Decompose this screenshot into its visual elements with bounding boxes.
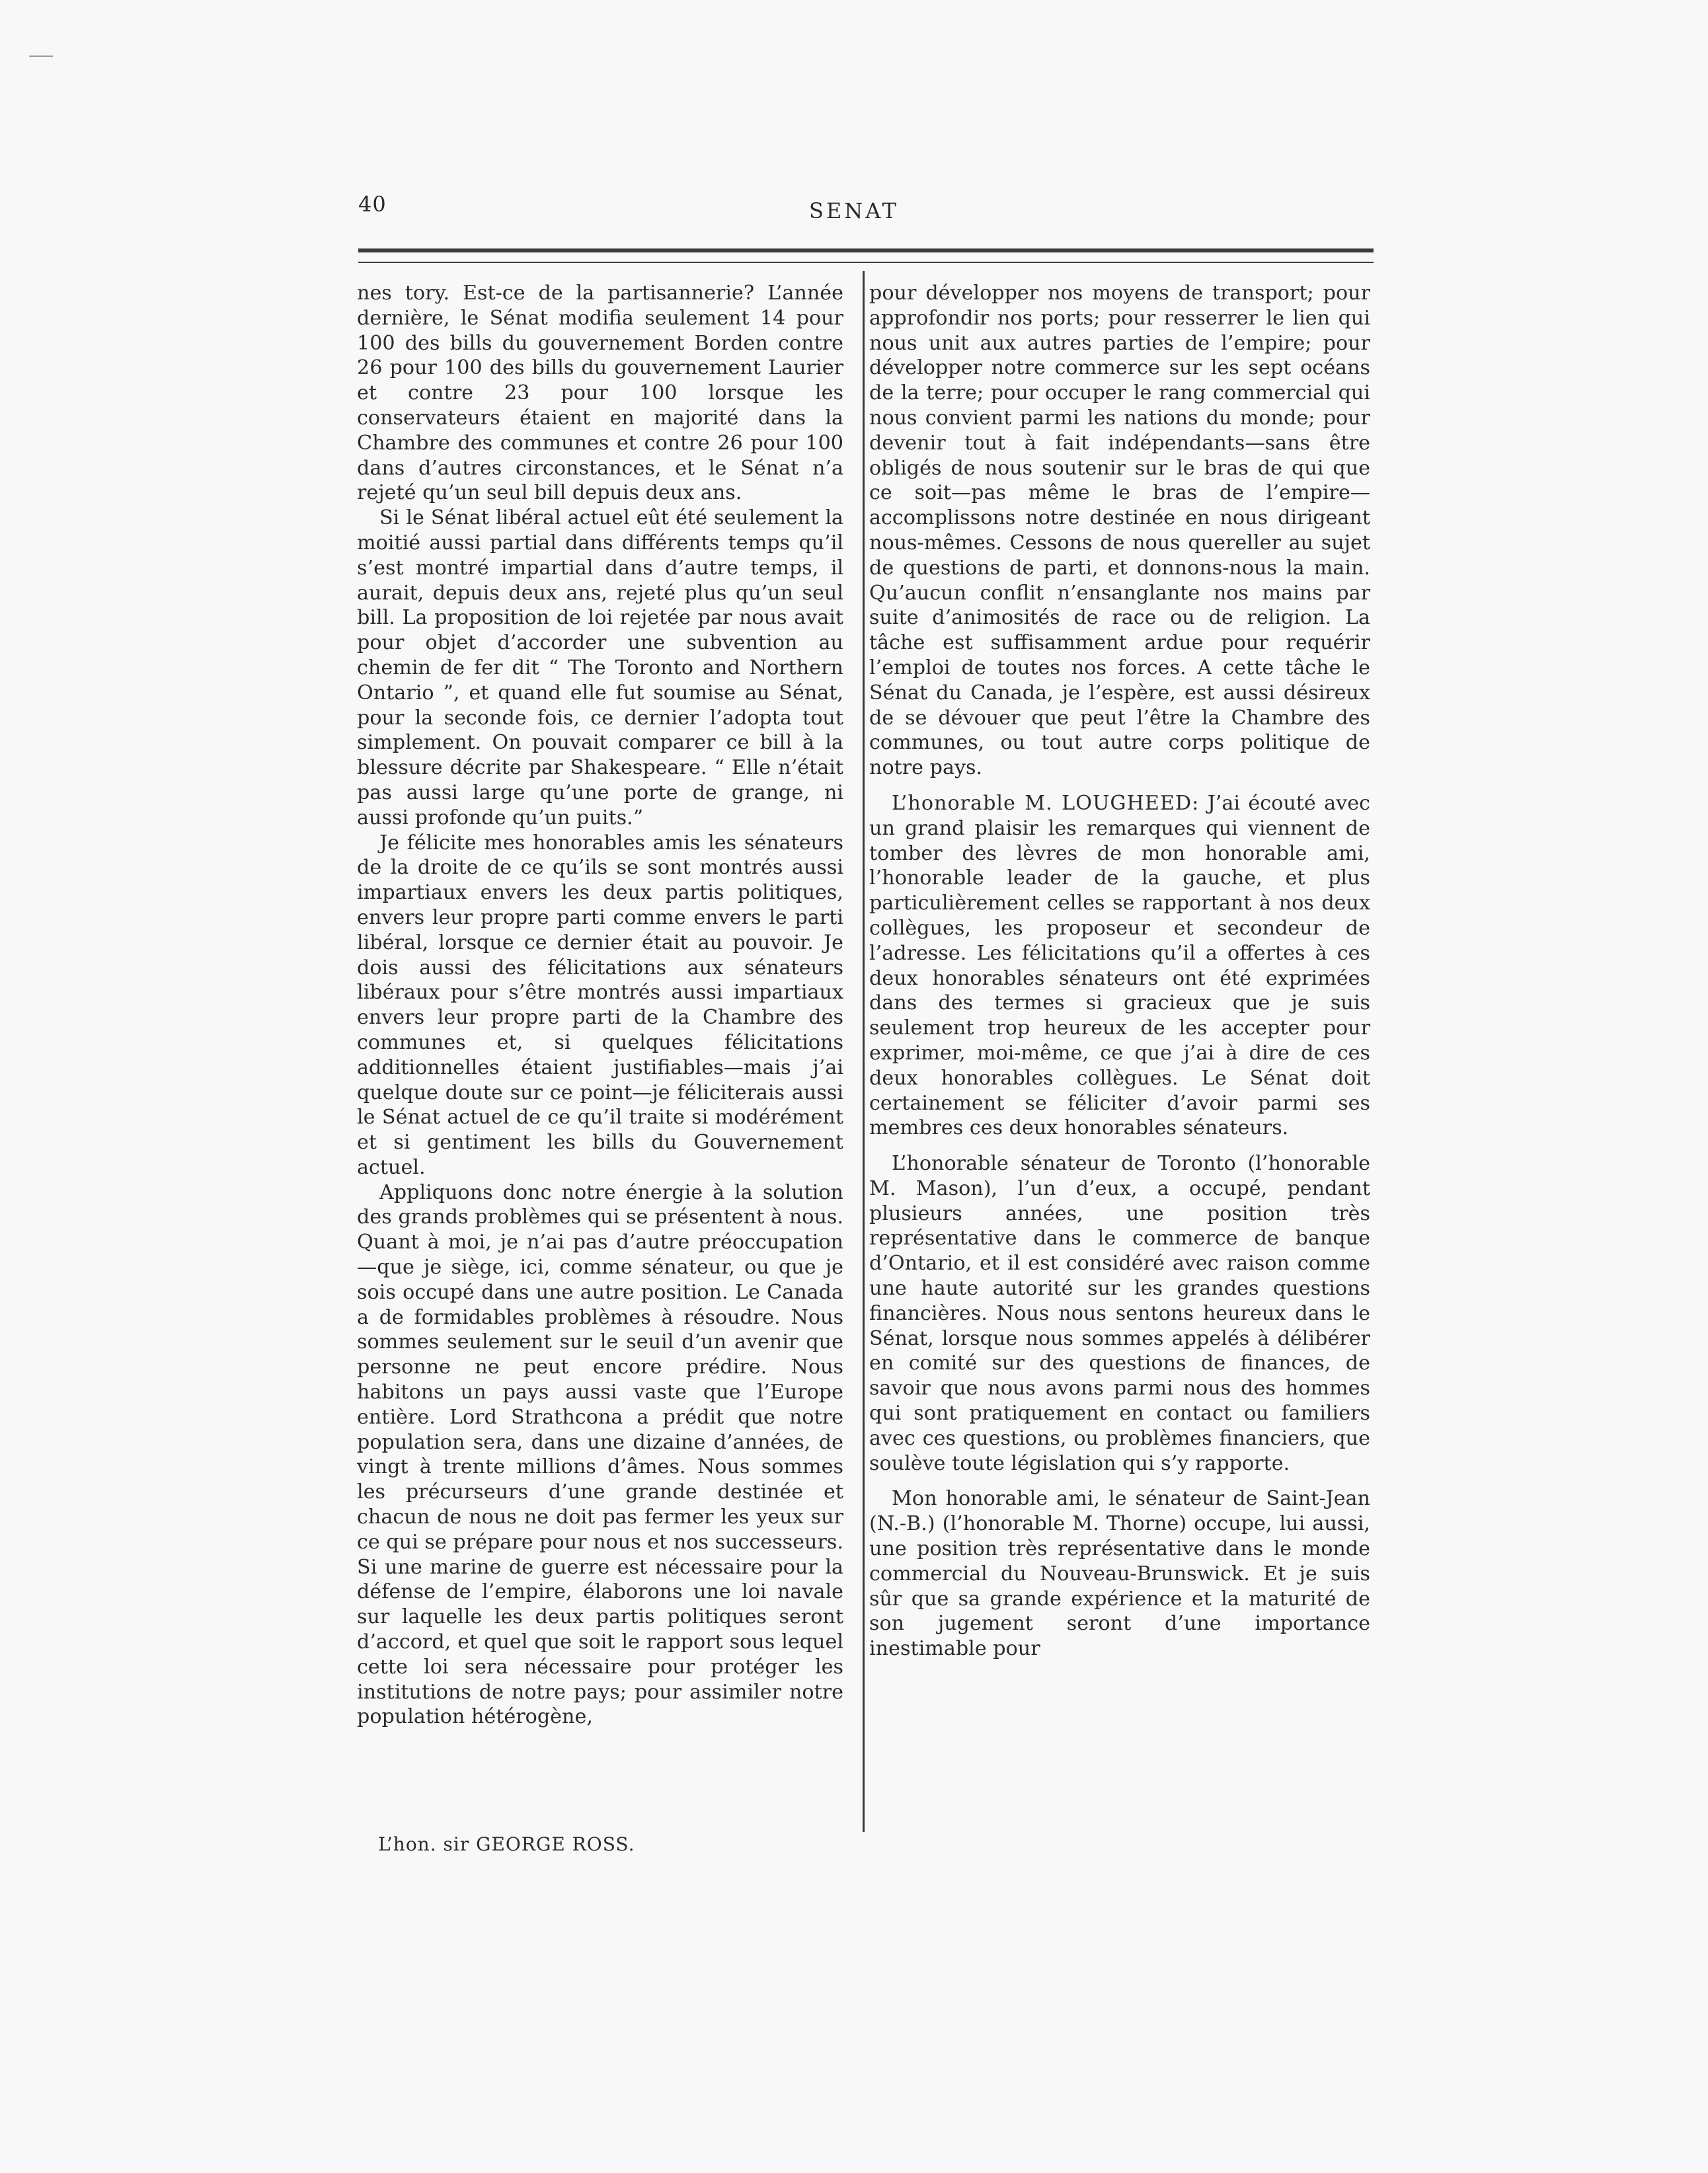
right-paragraph-3: L’honorable sénateur de Toronto (l’honorable M. Mason), l’un d’eux, a occupé, pendant plusieurs années, une position très représentative dans le commerce de banque d’Ontario, et il est considéré avec raison comme une haute autorité sur les grandes questions financières. Nous nous sentons heureux dans le Sénat, lorsque nous sommes appelés à délibérer en comité sur des questions de finances, de savoir que nous avons parmi nous des hommes qui sont pratiquement en contact ou familiers avec ces questions, ou problèmes financiers, que soulève toute législation qui s’y rapporte. [869,1152,1370,1475]
left-paragraph-2: Si le Sénat libéral actuel eût été seulement la moitié aussi partial dans différents temps qu’il s’est montré impartial dans d’autre temps, il aurait, depuis deux ans, rejeté plus qu’un seul bill. La proposition de loi rejetée par nous avait pour objet d’accorder une subvention au chemin de fer dit “ The Toronto and Northern Ontario ”, et quand elle fut soumise au Sénat, pour la seconde fois, ce dernier l’adopta tout simplement. On pouvait comparer ce bill à la blessure décrite par Shakespeare. “ Elle n’était pas aussi large qu’une porte de grange, ni aussi profonde qu’un puits.” [357,506,843,829]
left-paragraph-1: nes tory. Est-ce de la partisannerie? L’année dernière, le Sénat modifia seulement 14 pour 100 des bills du gouvernement Borden contre 26 pour 100 des bills du gouvernement Laurier et contre 23 pour 100 lorsque les conservateurs étaient en majorité dans la Chambre des communes et contre 26 pour 100 dans d’autres circonstances, et le Sénat n’a rejeté qu’un seul bill depuis deux ans. [357,282,843,505]
right-paragraph-2 [869,791,1370,1141]
left-column [357,281,843,1730]
speaker-text: J’ai écouté avec un grand plaisir les remarques qui viennent de tomber des lèvres de mon honorable ami, l’honorable leader de la gauche, et plus particulièrement celles se rapportant à nos deux collègues, les proposeur et secondeur de l’adresse. Les félicitations qu’il a offertes à ces deux honorables sénateurs ont été exprimées dans des termes si gracieux que je suis seulement trop heureux de les accepter pour exprimer, moi-même, ce que j’ai à dire de ces deux honorables collègues. Le Sénat doit certainement se féliciter d’avoir parmi ses membres ces deux honorables sénateurs. [869,791,1370,1140]
header-rule-thick [358,248,1374,252]
speaker-signature: L’hon. sir GEORGE ROSS. [378,1833,635,1855]
scan-edge-mark [29,56,53,57]
left-paragraph-4: Appliquons donc notre énergie à la solution des grands problèmes qui se présentent à nous. Quant à moi, je n’ai pas d’autre préoccupation—que je siège, ici, comme sénateur, ou que je sois occupé dans une autre position. Le Canada a de formidables problèmes à résoudre. Nous sommes seulement sur le seuil d’un avenir que personne ne peut encore prédire. Nous habitons un pays aussi vaste que l’Europe entière. Lord Strathcona a prédit que notre population sera, dans une dizaine d’années, de vingt à trente millions d’âmes. Nous sommes les précurseurs d’une grande destinée et chacun de nous ne doit pas fermer les yeux sur ce qui se prépare pour nous et nos successeurs. Si une marine de guerre est nécessaire pour la défense de l’empire, élaborons une loi navale sur laquelle les deux partis politiques seront d’accord, et quel que soit le rapport sous lequel cette loi sera nécessaire pour protéger les institutions de notre pays; pour assimiler notre population hétérogène, [357,1180,843,1729]
speaker-name: L’honorable M. LOUGHEED: [892,791,1200,815]
running-head: SENAT [809,198,899,223]
right-paragraph-4: Mon honorable ami, le sénateur de Saint-Jean (N.-B.) (l’honorable M. Thorne) occupe, lui aussi, une position très représentative dans le monde commercial du Nouveau-Brunswick. Et je suis sûr que sa grande expérience et la maturité de son jugement seront d’une importance inestimable pour [869,1487,1370,1661]
left-paragraph-3: Je félicite mes honorables amis les sénateurs de la droite de ce qu’ils se sont montrés aussi impartiaux envers les deux partis politiques, envers leur propre parti comme envers le parti libéral, lorsque ce dernier était au pouvoir. Je dois aussi des félicitations aux sénateurs libéraux pour s’être montrés aussi impartiaux envers leur propre parti de la Chambre des communes et, si quelques félicitations additionnelles étaient justifiables—mais j’ai quelque doute sur ce point—je féliciterais aussi le Sénat actuel de ce qu’il traite si modérément et si gentiment les bills du Gouvernement actuel. [357,831,843,1179]
right-paragraph-1: pour développer nos moyens de transport; pour approfondir nos ports; pour resserrer le lien qui nous unit aux autres parties de l’empire; pour développer notre commerce sur les sept océans de la terre; pour occuper le rang commercial qui nous convient parmi les nations du monde; pour devenir tout à fait indépendants—sans être obligés de nous soutenir sur le bras de qui que ce soit—pas même le bras de l’empire—accomplissons notre destinée en nous dirigeant nous-mêmes. Cessons de nous quereller au sujet de questions de parti, et donnons-nous la main. Qu’aucun conflit n’ensanglante nos mains par suite d’animosités de race ou de religion. La tâche est suffisamment ardue pour requérir l’emploi de toutes nos forces. A cette tâche le Sénat du Canada, je l’espère, est aussi désireux de se dévouer que peut l’être la Chambre des communes, ou tout autre corps politique de notre pays. [869,282,1370,780]
header-rule-thin [358,262,1374,263]
page-number: 40 [358,192,387,217]
column-divider [863,271,865,1832]
right-column [869,281,1370,1661]
